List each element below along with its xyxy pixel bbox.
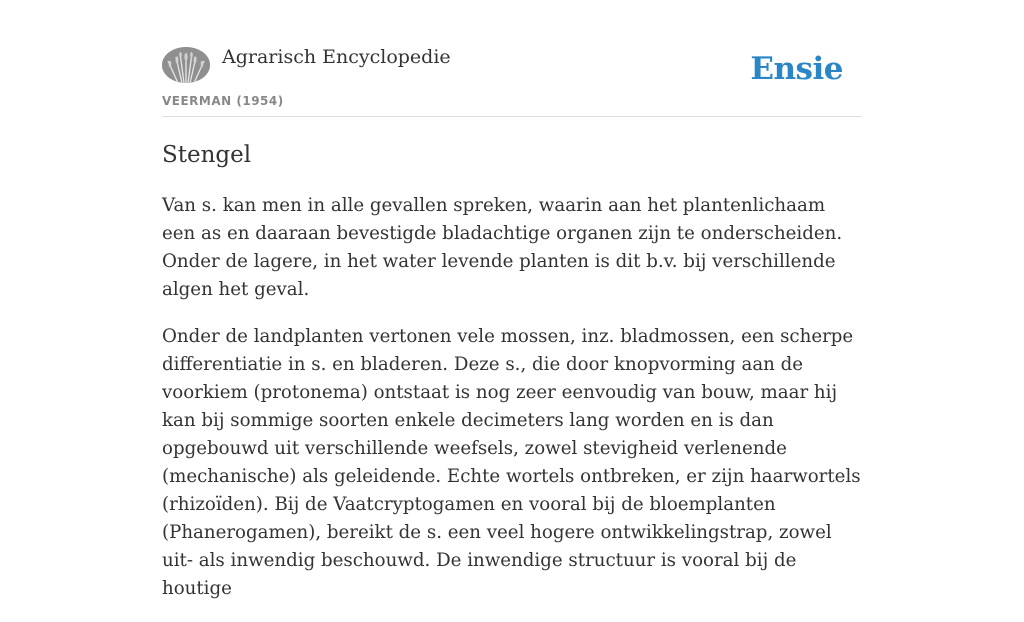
article-title: Stengel — [162, 142, 252, 168]
page-container — [162, 0, 862, 599]
wheat-thumbnail-icon[interactable] — [162, 47, 210, 83]
article-paragraph: Van s. kan men in alle gevallen spreken, waarin aan het plantenlichaam een as en daaraan bevestigde bladachtige organen zijn te onderscheiden. Onder de lagere, in het water levende planten is dit b.v. bij verschillende algen het geval. — [162, 195, 843, 300]
article-body — [162, 192, 862, 622]
article-paragraph: Onder de landplanten vertonen vele mossen, inz. bladmossen, een scherpe differentiatie in s. en bladeren. Deze s., die door knopvorming aan de voorkiem (protonema) ontstaat is nog zeer eenvoudig van bouw, maar hij kan bij sommige soorten enkele decimeters lang worden en is dan opgebouwd uit verschillende weefsels, zowel stevigheid verlenende (mechanische) als geleidende. Echte wortels ontbreken, er zijn haarwortels (rhizoïden). Bij de Vaatcryptogamen en vooral bij de bloemplanten (Phanerogamen), bereikt de s. een veel hogere ontwikkelingstrap, zowel uit- als inwendig beschouwd. De inwendige structuur is vooral bij de houtige — [162, 326, 861, 599]
book-author-year: VEERMAN (1954) — [162, 94, 284, 108]
header — [162, 0, 862, 117]
book-title[interactable]: Agrarisch Encyclopedie — [222, 46, 451, 68]
ensie-logo[interactable]: Ensie — [750, 51, 843, 87]
